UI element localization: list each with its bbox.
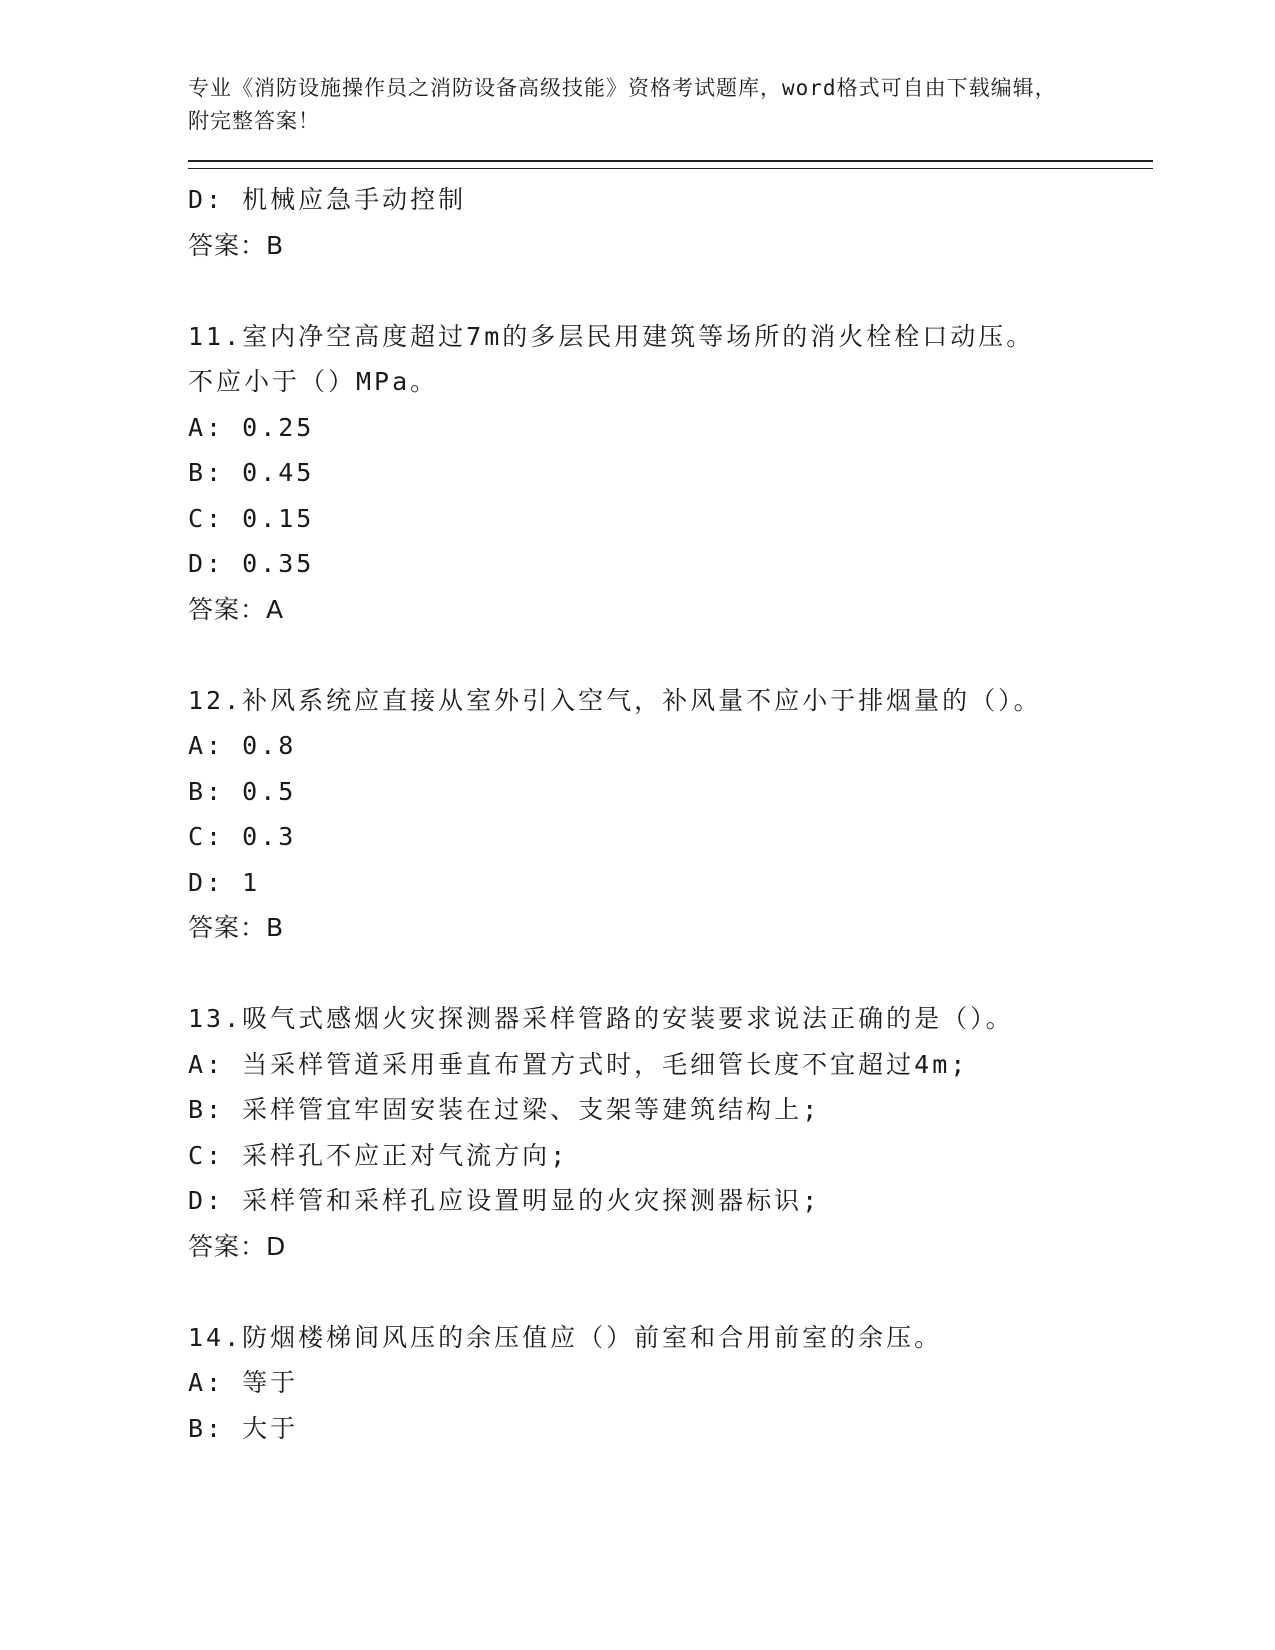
option-b: B: 采样管宜牢固安装在过梁、支架等建筑结构上;: [188, 1095, 821, 1124]
question-stem: 12.补风系统应直接从室外引入空气，补风量不应小于排烟量的（）。: [188, 685, 1042, 715]
option-b: B: 0.5: [188, 776, 297, 806]
option-c: C: 0.15: [188, 503, 315, 533]
document-header: 专业《消防设施操作员之消防设备高级技能》资格考试题库，word格式可自由下载编辑，附完整答案！: [188, 76, 1057, 133]
option-d: D: 1: [188, 867, 261, 897]
question-13: [188, 996, 1153, 1269]
header-divider: [188, 160, 1153, 169]
option-c: C: 采样孔不应正对气流方向;: [188, 1140, 569, 1170]
option-d: D: 0.35: [188, 549, 315, 578]
option-d: D: 机械应急手动控制: [188, 185, 467, 214]
option-a: A: 当采样管道采用垂直布置方式时，毛细管长度不宜超过4m;: [188, 1049, 969, 1079]
option-b: B: 0.45: [188, 458, 315, 487]
option-d: D: 采样管和采样孔应设置明显的火灾探测器标识;: [188, 1186, 821, 1215]
option-a: A: 0.8: [188, 731, 297, 760]
question-stem: 13.吸气式感烟火灾探测器采样管路的安装要求说法正确的是（）。: [188, 1004, 1014, 1033]
question-12: [188, 678, 1153, 951]
option-a: A: 等于: [188, 1368, 299, 1397]
question-stem: 14.防烟楼梯间风压的余压值应（）前室和合用前室的余压。: [188, 1322, 943, 1352]
question-14: [188, 1315, 1153, 1452]
question-list: [188, 177, 1153, 1451]
answer-line: 答案：B: [188, 913, 285, 942]
answer-line: 答案：D: [188, 1231, 287, 1261]
question-stem-continued: 不应小于（）MPa。: [188, 367, 439, 396]
answer-line: 答案：A: [188, 594, 285, 624]
answer-line: 答案：B: [188, 230, 285, 260]
question-11: [188, 314, 1153, 633]
option-b: B: 大于: [188, 1413, 299, 1443]
question-stem: 11.室内净空高度超过7m的多层民用建筑等场所的消火栓栓口动压。: [188, 321, 1035, 351]
document-page: [188, 72, 1153, 1451]
option-c: C: 0.3: [188, 822, 297, 851]
option-a: A: 0.25: [188, 412, 315, 442]
